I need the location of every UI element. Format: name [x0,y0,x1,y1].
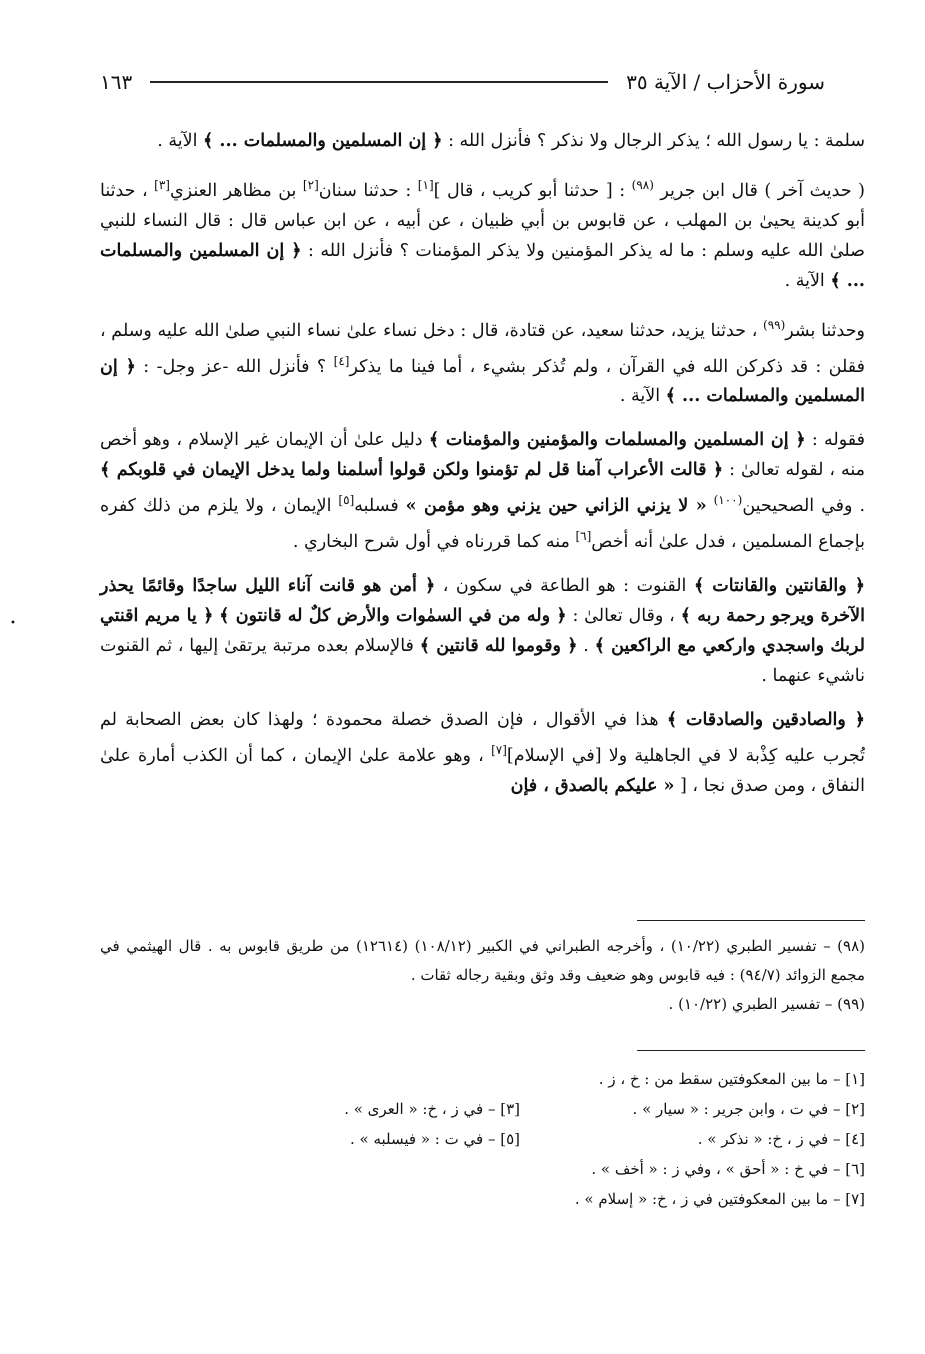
quran-verse-text: ﴿ والقانتين والقانتات ﴾ [693,576,865,597]
source-footnotes [100,932,865,1019]
editor-note [100,1184,520,1214]
footnote-ref: (١٠٠) [713,493,743,508]
footnote-ref: [٣] [154,178,170,192]
header-rule [150,81,608,83]
text-segment: الآية . [784,270,831,291]
text-segment: بن مظاهر العنزي [169,180,303,201]
quran-verse-text: ﴿ إن المسلمين والمسلمات ... ﴾ [203,131,443,151]
footnote-separator [637,920,865,921]
text-segment: منه كما قررناه في أول شرح البخاري . [292,532,576,553]
footnote-ref: [٥] [338,493,355,508]
margin-mark: • [10,618,16,629]
text-segment: : [ حدثنا أبو كريب ، قال ] [433,180,632,201]
text-segment [707,496,714,516]
surah-title: سورة الأحزاب / الآية ٣٥ [626,70,825,94]
editor-note [100,1064,520,1094]
quran-verse-text: ﴿ إن المسلمين والمسلمات ... ﴾ [100,356,865,407]
paragraph [100,126,865,156]
quran-verse-text: ﴿ يا مريم اقنتي لربك واسجدي واركعي مع الراكعين ﴾ [100,606,865,657]
text-segment: ، وقال تعالىٰ : [566,606,681,627]
page-header [100,66,825,98]
text-segment: الآية . [619,386,666,407]
text-segment: ، حدثنا أبو كدينة يحيىٰ بن المهلب ، عن قابوس بن أبي ظبيان ، عن أبيه ، عن ابن عباس قال : قال النساء للنبي صلىٰ الله عليه وسلم : ما له يذكر المؤمنين ولا يذكر المؤمنات ؟ فأنزل الله : [100,180,865,261]
editor-notes-separator [637,1050,865,1051]
text-segment: وحدثنا بشر [785,320,866,341]
footnote-ref: [٧] [491,743,507,758]
editor-note: [١] – ما بين المعكوفتين سقط من : خ ، ز . [598,1070,865,1088]
text-segment: فسلبه [354,496,406,517]
text-segment: القنوت : هو الطاعة في سكون ، [435,576,694,597]
quran-verse-text: « عليكم بالصدق ، فإن [510,775,675,796]
quran-verse-text: ﴿ وقوموا لله قانتين ﴾ [419,636,578,657]
footnote-ref: [٦] [575,529,592,544]
editor-notes [100,1064,865,1214]
quran-verse-text: ﴿ إن المسلمين والمسلمات والمؤمنين والمؤمنات ﴾ [428,430,806,451]
paragraph [100,170,865,296]
paragraph [100,425,865,557]
text-segment: فالإسلام بعده مرتبة يرتقىٰ إليها ، ثم القنوت ناشيء عنهما . [100,636,865,687]
text-segment: سلمة : يا رسول الله ؛ يذكر الرجال ولا نذكر ؟ فأنزل الله : [442,131,865,151]
text-segment: هذا في الأقوال ، فإن الصدق خصلة محمودة ؛ ولهذا كان بعض الصحابة لم تُجرب عليه كِذْبة لا في الجاهلية ولا [في الإسلام] [100,710,865,766]
footnote-ref: (٩٩) [763,317,786,332]
page-number: ١٦٣ [100,70,133,94]
paragraph [100,310,865,412]
editor-note: [٧] – ما بين المعكوفتين في ز ، خ: « إسلام » . [574,1190,865,1208]
text-segment: . وفي الصحيحين [742,496,866,517]
text-segment: ، حدثنا يزيد، حدثنا سعيد، عن قتادة، قال : دخل نساء علىٰ نساء النبي صلىٰ الله عليه وسلم ، فقلن : قد ذكركن الله في القرآن ، ولم تُذكر بشيء ، أما فينا ما يذكر [100,320,865,377]
editor-note: [٢] – في ت ، وابن جرير : « سيار » . [632,1100,865,1118]
text-segment: . [577,636,595,657]
footnote: (٩٩) – تفسير الطبري (١٠/٢٢) . [668,995,865,1013]
quran-verse-text: ﴿ إن المسلمين والمسلمات ... ﴾ [100,240,865,291]
editor-note: [٤] – في ز ، خ: « نذكر » . [697,1130,865,1148]
quran-verse-text: ﴿ وله من في السمٰوات والأرض كلٌ له قانتون ﴾ [219,606,567,627]
quran-verse-text: ﴿ أمن هو قانت آناء الليل ساجدًا وقائمًا يحذر الآخرة ويرجو رحمة ربه ﴾ [100,576,865,627]
quran-verse-text: ﴿ قالت الأعراب آمنا قل لم تؤمنوا ولكن قولوا أسلمنا ولما يدخل الإيمان في قلوبكم ﴾ [100,460,724,481]
text-segment: فقوله : [805,430,865,451]
editor-note-row [100,1094,865,1124]
footnote: (٩٨) – تفسير الطبري (١٠/٢٢) ، وأخرجه الطبراني في الكبير (١٠٨/١٢) (١٢٦١٤) من طريق قابوس به . قال الهيثمي في مجمع الزوائد (٩٤/٧) : فيه قابوس وهو ضعيف وقد وثق وبقية رجاله ثقات . [100,937,865,984]
quran-verse-text: ﴿ والصادقين والصادقات ﴾ [666,710,865,731]
text-segment: : حدثنا سنان [318,180,418,201]
footnote-ref: [٤] [333,353,350,368]
text-segment: ؟ فأنزل الله -عز وجل- : [135,356,334,377]
footnote-ref: [١] [417,178,434,192]
editor-note-row [100,1124,865,1154]
text-segment: الآية . [157,131,204,151]
text-segment: ( حديث آخر ) قال ابن جرير [653,180,865,201]
editor-note-row [100,1064,865,1094]
paragraph [100,705,865,801]
editor-note: [٦] – في خ : « أحق » ، وفي ز : « أخف » . [591,1160,865,1178]
quran-verse-text: « لا يزني الزاني حين يزني وهو مؤمن » [405,496,707,517]
editor-note [100,1154,520,1184]
text-segment: ، وهو علامة علىٰ الإيمان ، كما أن الكذب أمارة علىٰ النفاق ، ومن صدق نجا ، [ [100,745,865,796]
footnote-ref: [٢] [302,178,319,192]
paragraph [100,571,865,691]
editor-note: [٥] – في ت : « فيسلبه » . [349,1130,520,1148]
editor-note-row [100,1184,865,1214]
text-segment: الإيمان ، ولا يلزم من ذلك كفره بإجماع المسلمين ، فدل علىٰ أنه أخص [100,496,865,553]
text-segment: دليل علىٰ أن الإيمان غير الإسلام ، وهو أخص منه ، لقوله تعالىٰ : [100,430,865,481]
footnote-ref: (٩٨) [631,178,654,192]
main-text [100,126,865,815]
editor-note: [٣] – في ز ، خ: « العرى » . [344,1100,520,1118]
editor-note-row [100,1154,865,1184]
